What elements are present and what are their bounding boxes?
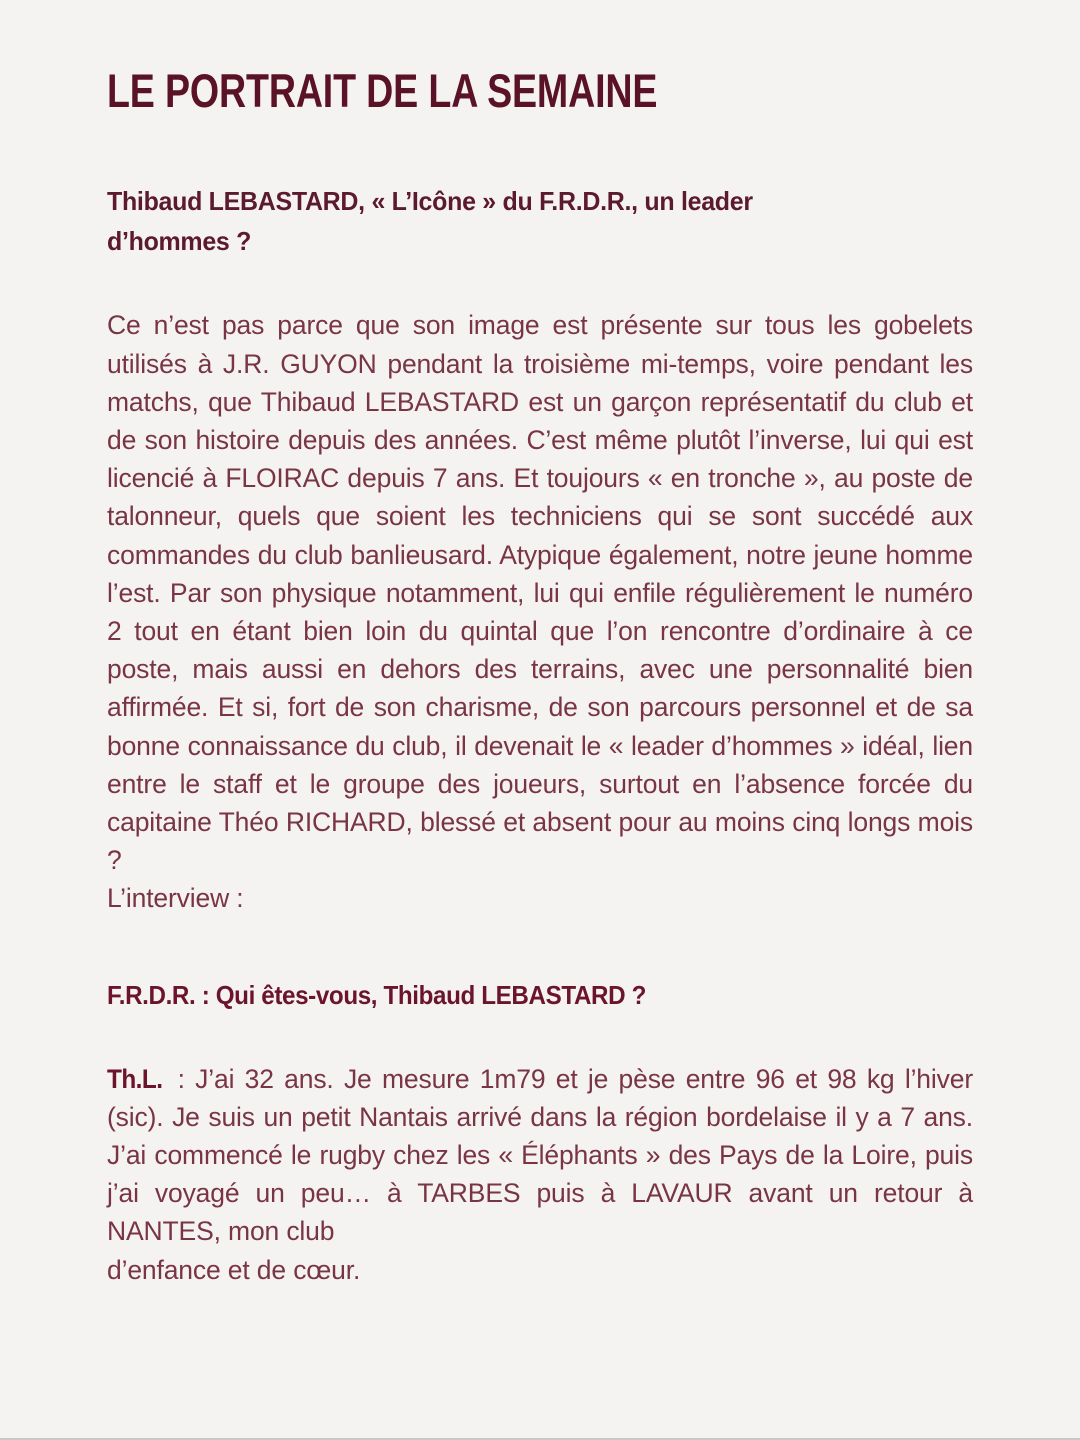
answer-body: : J’ai 32 ans. Je mesure 1m79 et je pèse entre 96 et 98 kg l’hiver (sic). Je suis un petit Nantais arrivé dans la région bordelaise il y a 7 ans. J’ai commencé le rugby chez les « Éléphants » des Pays de la Loire, puis j’ai voyagé un peu… à TARBES puis à LAVAUR avant un retour à NANTES, mon club [107,1063,973,1247]
answer-tail-line: d’enfance et de cœur. [107,1254,361,1285]
interview-answer-paragraph [107,1012,973,1289]
page-title: LE PORTRAIT DE LA SEMAINE [107,64,658,117]
interview-question-heading: F.R.D.R. : Qui êtes-vous, Thibaud LEBASTARD ? [107,979,646,1010]
intro-body: Ce n’est pas parce que son image est présente sur tous les gobelets utilisés à J.R. GUYON pendant la troisième mi-temps, voire pendant les matchs, que Thibaud LEBASTARD est un garçon représentatif du club et de son histoire depuis des années. C’est même plutôt l’inverse, lui qui est licencié à FLOIRAC depuis 7 ans. Et toujours « en tronche », au poste de talonneur, quels que soient les techniciens qui se sont succédé aux commandes du club banlieusard. Atypique également, notre jeune homme l’est. Par son physique notamment, lui qui enfile régulièrement le numéro 2 tout en étant bien loin du quintal que l’on rencontre d’ordinaire à ce poste, mais aussi en dehors des terrains, avec une personnalité bien affirmée. Et si, fort de son charisme, de son parcours personnel et de sa bonne connaissance du club, il devenait le « leader d’hommes » idéal, lien entre le staff et le groupe des joueurs, surtout en l’absence forcée du capitaine Théo RICHARD, blessé et absent pour au moins cinq longs mois ? [107,310,973,876]
article-deck [107,115,938,261]
deck-line-1: Thibaud LEBASTARD, « L’Icône » du F.R.D.R., un leader [107,186,753,217]
answer-speaker-label: Th.L. [107,1063,163,1094]
intro-closing-line: L’interview : [107,883,244,914]
intro-paragraph [107,261,973,917]
deck-line-2: d’hommes ? [107,226,252,257]
